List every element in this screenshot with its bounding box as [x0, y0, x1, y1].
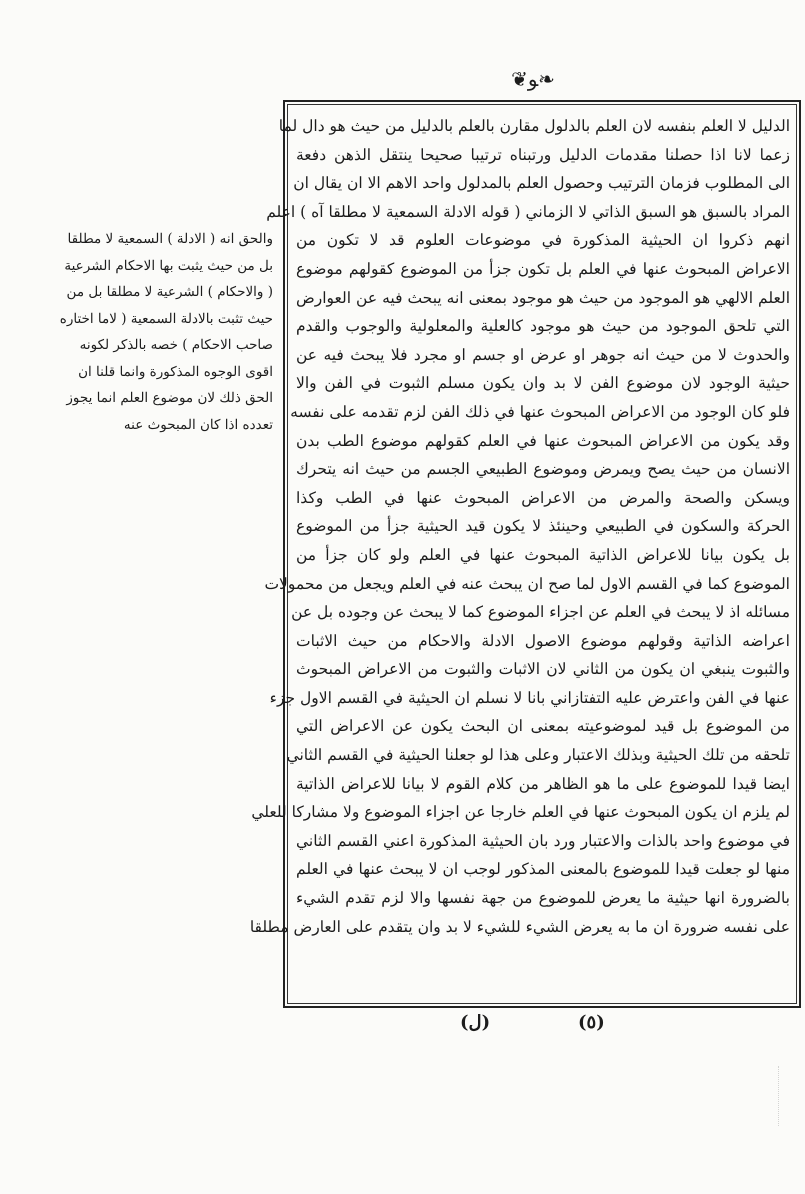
text-line: مسائله اذ لا يبحث في العلم عن اجزاء الموضوع كما لا يبحث عن وجوده بل عن	[291, 603, 790, 622]
text-line: الحركة والسكون في الطبيعي وحينئذ لا يكون قيد الحيثية جزأ من الموضوع	[296, 517, 790, 536]
text-line: حيثية الوجود لان موضوع الفن لا بد وان يكون مسلم الثبوت في الفن والا	[296, 374, 790, 393]
page-edge-mark	[778, 1066, 801, 1126]
margin-note-line: تعدده اذا كان المبحوث عنه	[123, 416, 273, 433]
margin-note-line: ( والاحكام ) الشرعية لا مطلقا بل من	[66, 284, 273, 300]
text-line: الدليل لا العلم بنفسه لان العلم بالدلول مقارن بالعلم بالدليل من حيث هو دال لما	[278, 117, 790, 135]
text-line: الى المطلوب فزمان الترتيب وحصول العلم بالمدلول واحد الاهم الا ان يقال ان	[293, 174, 790, 193]
folio-number: (٥)	[578, 1012, 605, 1033]
text-line: تلحقه من تلك الحيثية وبذلك الاعتبار وعلى هذا لو جعلنا الحيثية في القسم الثاني	[286, 746, 790, 765]
margin-note-line: والحق انه ( الادلة ) السمعية لا مطلقا	[67, 231, 273, 247]
margin-note	[59, 226, 273, 466]
text-line: عنها في الفن واعترض عليه التفتازاني بانا لا نسلم ان الحيثية في القسم الاول جزء	[269, 688, 790, 707]
text-line: ايضا قيدا للموضوع على ما هو الظاهر من كلام القوم لا بيانا للاعراض الذاتية	[296, 774, 790, 793]
margin-note-line: اقوى الوجوه المذكورة وانما قلنا ان	[78, 363, 273, 380]
text-line: والثبوت ينبغي ان يكون من الثاني لان الاثبات والثبوت من الاعراض المبحوث	[296, 660, 790, 679]
margin-note-line: صاحب الاحكام ) خصه بالذكر لكونه	[79, 337, 273, 353]
main-text-block	[249, 112, 790, 1000]
text-line: انهم ذكروا ان الحيثية المذكورة في موضوعات العلوم قد لا تكون من	[296, 231, 790, 250]
text-line: الاعراض المبحوث عنها في العلم بل تكون جزأ من الموضوع كقولهم موضوع	[296, 259, 790, 278]
text-line: بل يكون بيانا للاعراض الذاتية المبحوث عنها في العلم ولو كان جزأ من	[296, 545, 790, 564]
margin-note-line: الحق ذلك لان موضوع العلم انما يجوز	[66, 390, 273, 406]
text-line: اعراضه الذاتية وقولهم موضوع الاصول الادلة والاحكام من حيث الاثبات	[296, 631, 790, 650]
margin-note-line: حيث تثبت بالادلة السمعية ( لاما اختاره	[59, 310, 273, 327]
text-line: وقد يكون من الاعراض المبحوث عنها في العلم كقولهم موضوع الطب بدن	[296, 431, 790, 450]
text-line: المراد بالسبق هو السبق الذاتي لا الزماني ( قوله الادلة السمعية لا مطلقا آه ) اعلم	[266, 202, 790, 221]
folio-letter: (ل)	[460, 1012, 491, 1033]
text-line: على نفسه ضرورة ان ما به يعرض الشيء للشيء لا بد وان يتقدم على العارض مطلقا	[249, 917, 790, 936]
text-line: الموضوع كما في القسم الاول لما صح ان يبحث عنه في العلم ويجعل من محمولات	[264, 574, 790, 593]
header-ornament: ❦ﻮ❧	[511, 67, 555, 91]
text-line: العلم الالهي هو الموجود من حيث هو موجود بمعنى انه يبحث فيه عن العوارض	[296, 288, 790, 307]
text-line: الانسان من حيث يصح ويمرض وموضوع الطبيعي الجسم من حيث انه يتحرك	[296, 460, 790, 479]
text-line: زعما لانا اذا حصلنا مقدمات الدليل ورتبناه ترتيبا صحيحا ينتقل الذهن دفعة	[296, 145, 790, 164]
margin-note-line: بل من حيث يثبت بها الاحكام الشرعية	[64, 257, 273, 274]
text-line: فلو كان الوجود من الاعراض المبحوث عنها في ذلك الفن لزم تقدمه على نفسه	[290, 402, 790, 421]
text-line: في موضوع واحد بالذات والاعتبار ورد بان الحيثية المذكورة اعني القسم الثاني	[296, 831, 790, 850]
text-line: بالضرورة انها حيثية ما يعرض للموضوع من جهة نفسها والا لزم تقدم الشيء	[296, 889, 790, 908]
text-line: التي تلحق الموجود من حيث هو موجود كالعلية والمعلولية والوجوب والقدم	[296, 317, 790, 336]
text-line: ويسكن والصحة والمرض من الاعراض المبحوث عنها في الطب وكذا	[296, 488, 790, 507]
text-line: من الموضوع بل قيد لموضوعيته بمعنى ان البحث يكون عن الاعراض التي	[296, 717, 790, 736]
text-line: لم يلزم ان يكون المبحوث عنها في العلم خارجا عن اجزاء الموضوع ولا مشاركا للعلي	[251, 803, 790, 822]
text-line: منها لو جعلت قيدا للموضوع بالمعنى المذكور لوجب ان لا يبحث عنها في العلم	[296, 860, 790, 879]
text-line: والحدوث لا من حيث انه جوهر او عرض او جسم او مجرد فلا يبحث فيه عن	[296, 345, 790, 364]
